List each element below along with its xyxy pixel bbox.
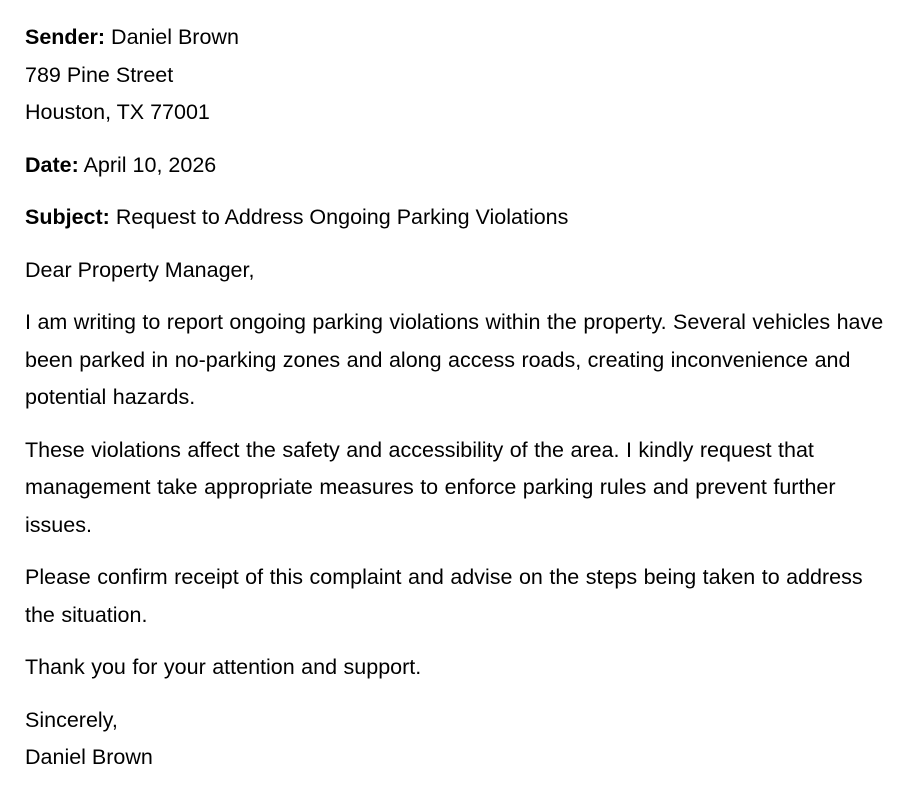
date-value: April 10, 2026 [83,152,217,177]
spacer [25,237,900,252]
sender-address-line2: Houston, TX 77001 [25,100,210,124]
sender-block [25,19,900,132]
valediction: Sincerely, [25,707,118,732]
spacer [25,687,900,702]
spacer [25,289,900,304]
body-paragraph-3: Please confirm receipt of this complaint and advise on the steps being taken to address the situation. [25,565,863,627]
spacer [25,544,900,559]
subject-label: Subject: [25,205,110,229]
spacer [25,634,900,649]
signature: Daniel Brown [25,745,153,769]
body-paragraph-4: Thank you for your attention and support. [25,655,422,679]
spacer [25,184,900,199]
date-label: Date: [25,152,79,177]
spacer [25,132,900,147]
body-paragraph-2: These violations affect the safety and accessibility of the area. I kindly request that management take appropriate measures to enforce parking rules and prevent further issues. [25,437,836,537]
sender-address-line1: 789 Pine Street [25,62,174,87]
salutation: Dear Property Manager, [25,257,255,282]
sender-name: Daniel Brown [111,25,239,49]
sender-line [25,19,900,57]
date-line [25,147,900,185]
sender-label: Sender: [25,25,106,49]
subject-value: Request to Address Ongoing Parking Violations [115,205,569,229]
body-paragraph-1: I am writing to report ongoing parking violations within the property. Several vehicles have been parked in no-parking zones and along access roads, creating inconvenience and potential hazards. [25,310,884,409]
closing-block [25,702,900,777]
subject-line [25,199,900,237]
spacer [25,417,900,432]
